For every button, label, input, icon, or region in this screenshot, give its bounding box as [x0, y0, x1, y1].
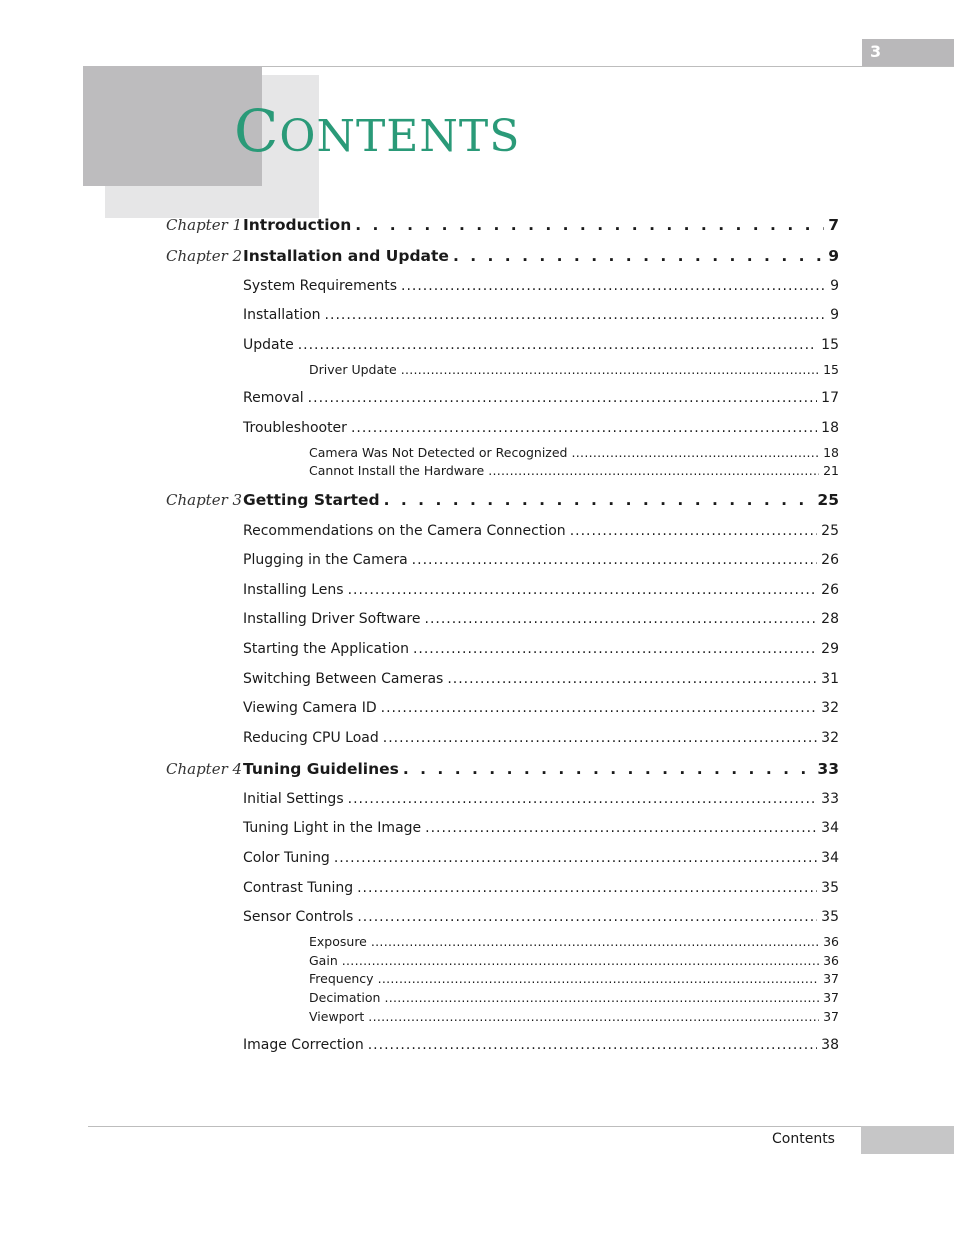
- toc-title: Cannot Install the Hardware: [309, 463, 485, 478]
- toc-subentry[interactable]: [309, 934, 839, 949]
- toc-entry[interactable]: [243, 791, 839, 807]
- toc-page: 25: [821, 523, 839, 539]
- toc-title: Removal: [243, 390, 304, 406]
- toc-title: Troubleshooter: [243, 420, 347, 436]
- toc-title: Plugging in the Camera: [243, 552, 408, 568]
- toc-entry[interactable]: [243, 523, 839, 539]
- toc-page: 26: [821, 582, 839, 598]
- toc-chapter-getting-started[interactable]: [243, 491, 839, 509]
- toc-page: 18: [821, 420, 839, 436]
- toc-entry[interactable]: [243, 820, 839, 836]
- toc-page: 37: [823, 971, 839, 986]
- footer-rule: [88, 1126, 954, 1127]
- toc-title: Camera Was Not Detected or Recognized: [309, 445, 568, 460]
- toc-subentry[interactable]: [309, 445, 839, 460]
- toc-page: 17: [821, 390, 839, 406]
- toc-entry[interactable]: [243, 307, 839, 323]
- toc-entry[interactable]: [243, 552, 839, 568]
- toc-page: 33: [817, 760, 839, 778]
- toc-title: Recommendations on the Camera Connection: [243, 523, 566, 539]
- footer-label: Contents: [772, 1131, 835, 1147]
- toc-page: 21: [823, 463, 839, 478]
- chapter-label: Chapter 4: [166, 760, 243, 778]
- toc-subentry[interactable]: [309, 463, 839, 478]
- toc-entry[interactable]: [243, 1037, 839, 1053]
- toc-entry[interactable]: [243, 337, 839, 353]
- toc-page: 37: [823, 990, 839, 1005]
- toc-page: 36: [823, 953, 839, 968]
- toc-title: Gain: [309, 953, 338, 968]
- toc-title: Starting the Application: [243, 641, 409, 657]
- decorative-block-light-lower: [105, 186, 262, 218]
- toc-subentry[interactable]: [309, 990, 839, 1005]
- toc-title: Viewport: [309, 1009, 365, 1024]
- toc-page: 15: [823, 362, 839, 377]
- toc-entry[interactable]: [243, 700, 839, 716]
- chapter-label: Chapter 1: [166, 216, 243, 234]
- toc-title: Installing Driver Software: [243, 611, 421, 627]
- toc-title: Initial Settings: [243, 791, 344, 807]
- title-rest: ONTENTS: [279, 111, 521, 162]
- toc-subentry[interactable]: [309, 971, 839, 986]
- toc-page: 36: [823, 934, 839, 949]
- page-number: 3: [870, 42, 882, 61]
- toc-entry[interactable]: [243, 582, 839, 598]
- chapter-label: Chapter 2: [166, 247, 243, 265]
- toc-chapter-tuning-guidelines[interactable]: [243, 760, 839, 778]
- toc-title: Tuning Guidelines: [243, 760, 399, 778]
- toc-entry[interactable]: [243, 611, 839, 627]
- toc-title: Installation and Update: [243, 247, 449, 265]
- page-title: [234, 98, 520, 170]
- toc-page: 35: [821, 909, 839, 925]
- toc-title: System Requirements: [243, 278, 397, 294]
- toc-page: 9: [830, 307, 839, 323]
- toc-title: Exposure: [309, 934, 367, 949]
- footer-tab: [861, 1126, 954, 1154]
- toc-page: 15: [821, 337, 839, 353]
- toc-entry[interactable]: [243, 909, 839, 925]
- toc-page: 31: [821, 671, 839, 687]
- toc-page: 29: [821, 641, 839, 657]
- toc-title: Installing Lens: [243, 582, 344, 598]
- toc-page: 28: [821, 611, 839, 627]
- toc-subentry[interactable]: [309, 362, 839, 377]
- toc-page: 38: [821, 1037, 839, 1053]
- toc-page: 34: [821, 820, 839, 836]
- toc-title: Driver Update: [309, 362, 397, 377]
- toc-entry[interactable]: [243, 390, 839, 406]
- toc-title: Image Correction: [243, 1037, 364, 1053]
- toc-entry[interactable]: [243, 880, 839, 896]
- toc-entry[interactable]: [243, 420, 839, 436]
- toc-title: Color Tuning: [243, 850, 330, 866]
- toc-page: 34: [821, 850, 839, 866]
- toc-title: Reducing CPU Load: [243, 730, 379, 746]
- toc-subentry[interactable]: [309, 1009, 839, 1024]
- toc-entry[interactable]: [243, 730, 839, 746]
- toc-title: Introduction: [243, 216, 352, 234]
- toc-page: 7: [828, 216, 839, 234]
- toc-page: 32: [821, 700, 839, 716]
- toc-title: Contrast Tuning: [243, 880, 354, 896]
- toc-title: Getting Started: [243, 491, 380, 509]
- toc-page: 33: [821, 791, 839, 807]
- toc-page: 9: [828, 247, 839, 265]
- toc-subentry[interactable]: [309, 953, 839, 968]
- toc-title: Viewing Camera ID: [243, 700, 377, 716]
- toc-page: 37: [823, 1009, 839, 1024]
- toc-page: 26: [821, 552, 839, 568]
- toc-title: Tuning Light in the Image: [243, 820, 422, 836]
- toc-title: Installation: [243, 307, 321, 323]
- toc-title: Decimation: [309, 990, 381, 1005]
- toc-page: 25: [817, 491, 839, 509]
- toc-title: Switching Between Cameras: [243, 671, 444, 687]
- toc-chapter-installation[interactable]: [243, 247, 839, 265]
- toc-entry[interactable]: [243, 850, 839, 866]
- toc-page: 32: [821, 730, 839, 746]
- toc-title: Update: [243, 337, 294, 353]
- toc-chapter-introduction[interactable]: [243, 216, 839, 234]
- toc-page: 35: [821, 880, 839, 896]
- chapter-label: Chapter 3: [166, 491, 243, 509]
- toc-page: 9: [830, 278, 839, 294]
- title-initial: C: [234, 97, 280, 165]
- toc-title: Sensor Controls: [243, 909, 354, 925]
- toc-page: 18: [823, 445, 839, 460]
- toc-entry[interactable]: [243, 641, 839, 657]
- toc-title: Frequency: [309, 971, 374, 986]
- toc-entry[interactable]: [243, 671, 839, 687]
- toc-entry[interactable]: [243, 278, 839, 294]
